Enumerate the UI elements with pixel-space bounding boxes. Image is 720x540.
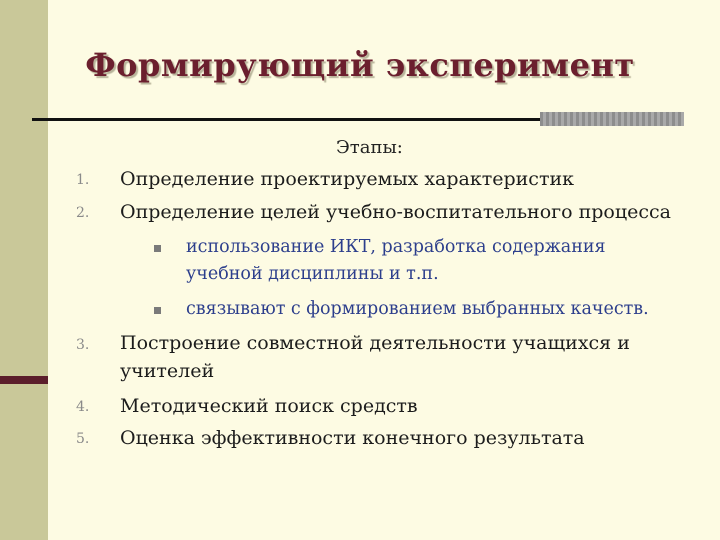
sub-list-item-continuation: учебной дисциплины и т.п. [186, 264, 439, 284]
list-item: Методический поиск средств [120, 395, 418, 417]
item-number: 4. [76, 399, 90, 415]
list-item-continuation: учителей [120, 360, 215, 382]
bullet-square-icon [154, 307, 161, 314]
list-item: Оценка эффективности конечного результата [120, 427, 585, 449]
item-number: 3. [76, 337, 90, 353]
list-item: Построение совместной деятельности учащихся и [120, 332, 630, 354]
sub-list-item: использование ИКТ, разработка содержания [186, 237, 606, 257]
list-item: Определение проектируемых характеристик [120, 168, 574, 190]
sub-list-item: связывают с формированием выбранных качеств. [186, 299, 649, 319]
bullet-square-icon [154, 245, 161, 252]
item-number: 2. [76, 205, 90, 221]
list-item: Определение целей учебно-воспитательного процесса [120, 201, 671, 223]
stages-heading: Этапы: [336, 137, 403, 158]
item-number: 1. [76, 172, 90, 188]
item-number: 5. [76, 431, 90, 447]
slide-title: Формирующий эксперимент [85, 46, 635, 84]
